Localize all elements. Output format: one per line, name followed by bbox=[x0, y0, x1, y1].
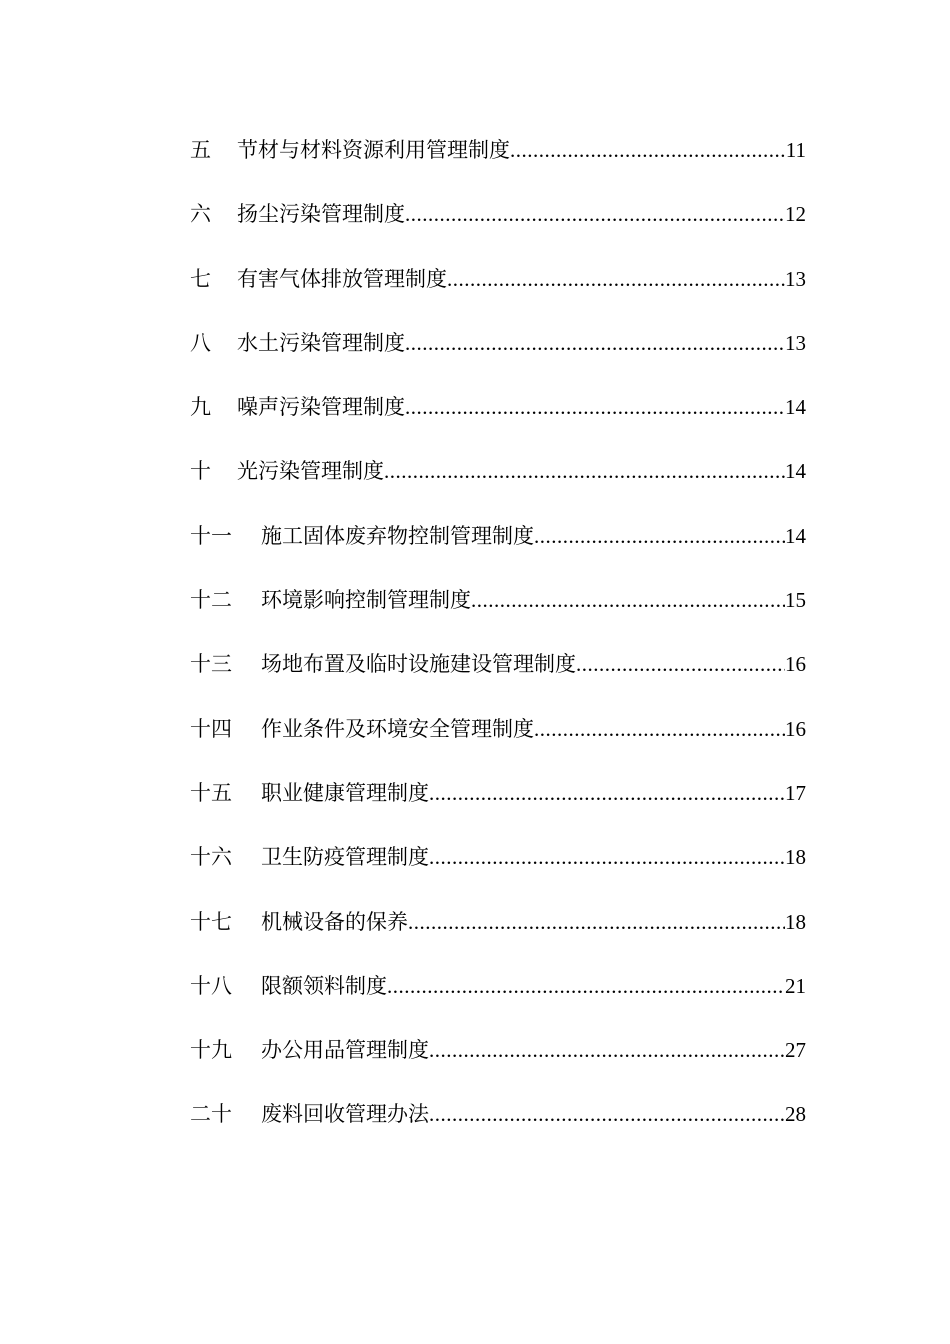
toc-entry[interactable] bbox=[190, 256, 806, 320]
toc-entry-page: 16 bbox=[785, 652, 806, 677]
toc-entry-title: 作业条件及环境安全管理制度 bbox=[261, 716, 534, 741]
toc-entry[interactable] bbox=[190, 834, 806, 898]
toc-entry-page: 21 bbox=[785, 973, 806, 998]
toc-entry-number: 十 bbox=[190, 459, 211, 484]
toc-entry-number: 九 bbox=[190, 395, 211, 420]
toc-entry[interactable] bbox=[190, 513, 806, 577]
toc-entry-page: 27 bbox=[785, 1038, 806, 1063]
toc-entry-title: 卫生防疫管理制度 bbox=[261, 845, 429, 870]
toc-entry-page: 15 bbox=[785, 588, 806, 613]
dot-leader bbox=[534, 706, 785, 752]
toc-entry-title: 有害气体排放管理制度 bbox=[237, 266, 447, 291]
toc-entry-title: 噪声污染管理制度 bbox=[237, 395, 405, 420]
toc-entry-page: 14 bbox=[785, 395, 806, 420]
dot-leader bbox=[429, 770, 785, 816]
toc-entry-number: 二十 bbox=[190, 1102, 232, 1127]
toc-entry[interactable] bbox=[190, 320, 806, 384]
toc-entry-number: 十六 bbox=[190, 845, 232, 870]
dot-leader bbox=[447, 256, 785, 302]
toc-entry-number: 十七 bbox=[190, 909, 232, 934]
toc-entry-title: 场地布置及临时设施建设管理制度 bbox=[261, 652, 576, 677]
toc-entry-title: 废料回收管理办法 bbox=[261, 1102, 429, 1127]
toc-entry-page: 13 bbox=[785, 266, 806, 291]
toc-entry-title: 机械设备的保养 bbox=[261, 909, 408, 934]
toc-entry-title: 光污染管理制度 bbox=[237, 459, 384, 484]
toc-entry-page: 14 bbox=[785, 523, 806, 548]
toc-entry[interactable] bbox=[190, 448, 806, 512]
toc-entry-title: 水土污染管理制度 bbox=[237, 330, 405, 355]
toc-entry-page: 28 bbox=[785, 1102, 806, 1127]
dot-leader bbox=[576, 641, 785, 687]
dot-leader bbox=[387, 963, 785, 1009]
toc-entry-number: 七 bbox=[190, 266, 211, 291]
dot-leader bbox=[510, 127, 786, 173]
toc-entry[interactable] bbox=[190, 706, 806, 770]
toc-entry-number: 十四 bbox=[190, 716, 232, 741]
toc-entry-title: 节材与材料资源利用管理制度 bbox=[237, 138, 510, 162]
dot-leader bbox=[405, 384, 785, 430]
toc-entry[interactable] bbox=[190, 899, 806, 963]
toc-entry-page: 14 bbox=[785, 459, 806, 484]
toc-entry-title: 扬尘污染管理制度 bbox=[237, 202, 405, 227]
toc-entry[interactable] bbox=[190, 384, 806, 448]
dot-leader bbox=[429, 834, 785, 880]
toc-entry-number: 十三 bbox=[190, 652, 232, 677]
dot-leader bbox=[429, 1091, 785, 1137]
toc-entry-number: 十二 bbox=[190, 588, 232, 613]
toc-entry-number: 十八 bbox=[190, 973, 232, 998]
toc-entry-page: 12 bbox=[785, 202, 806, 227]
toc-entry-number: 六 bbox=[190, 202, 211, 227]
toc-entry-number: 八 bbox=[190, 330, 211, 355]
dot-leader bbox=[534, 513, 785, 559]
dot-leader bbox=[405, 320, 785, 366]
toc-entry-title: 环境影响控制管理制度 bbox=[261, 588, 471, 613]
toc-entry[interactable] bbox=[190, 577, 806, 641]
toc-entry[interactable] bbox=[190, 641, 806, 705]
toc-entry-page: 18 bbox=[785, 845, 806, 870]
toc-entry[interactable] bbox=[190, 1091, 806, 1155]
dot-leader bbox=[384, 448, 785, 494]
dot-leader bbox=[408, 899, 785, 945]
dot-leader bbox=[471, 577, 785, 623]
toc-entry[interactable] bbox=[190, 191, 806, 255]
toc-entry-number: 十五 bbox=[190, 780, 232, 805]
toc-entry-title: 办公用品管理制度 bbox=[261, 1038, 429, 1063]
dot-leader bbox=[405, 191, 785, 237]
toc-entry-page: 11 bbox=[785, 138, 806, 162]
toc-entry-page: 16 bbox=[785, 716, 806, 741]
toc-entry-title: 限额领料制度 bbox=[261, 973, 387, 998]
toc-entry[interactable] bbox=[190, 770, 806, 834]
toc-entry-page: 18 bbox=[785, 909, 806, 934]
toc-entry-page: 13 bbox=[785, 330, 806, 355]
dot-leader bbox=[429, 1027, 785, 1073]
toc-entry[interactable] bbox=[190, 127, 806, 191]
toc-entry[interactable] bbox=[190, 1027, 806, 1091]
toc-entry-number: 十九 bbox=[190, 1038, 232, 1063]
toc-entry-title: 职业健康管理制度 bbox=[261, 780, 429, 805]
toc-entry-number: 五 bbox=[190, 138, 211, 162]
toc-entry-title: 施工固体废弃物控制管理制度 bbox=[261, 523, 534, 548]
toc-entry-page: 17 bbox=[785, 780, 806, 805]
toc-entry[interactable] bbox=[190, 963, 806, 1027]
toc-entry-number: 十一 bbox=[190, 523, 232, 548]
table-of-contents bbox=[190, 127, 806, 1156]
